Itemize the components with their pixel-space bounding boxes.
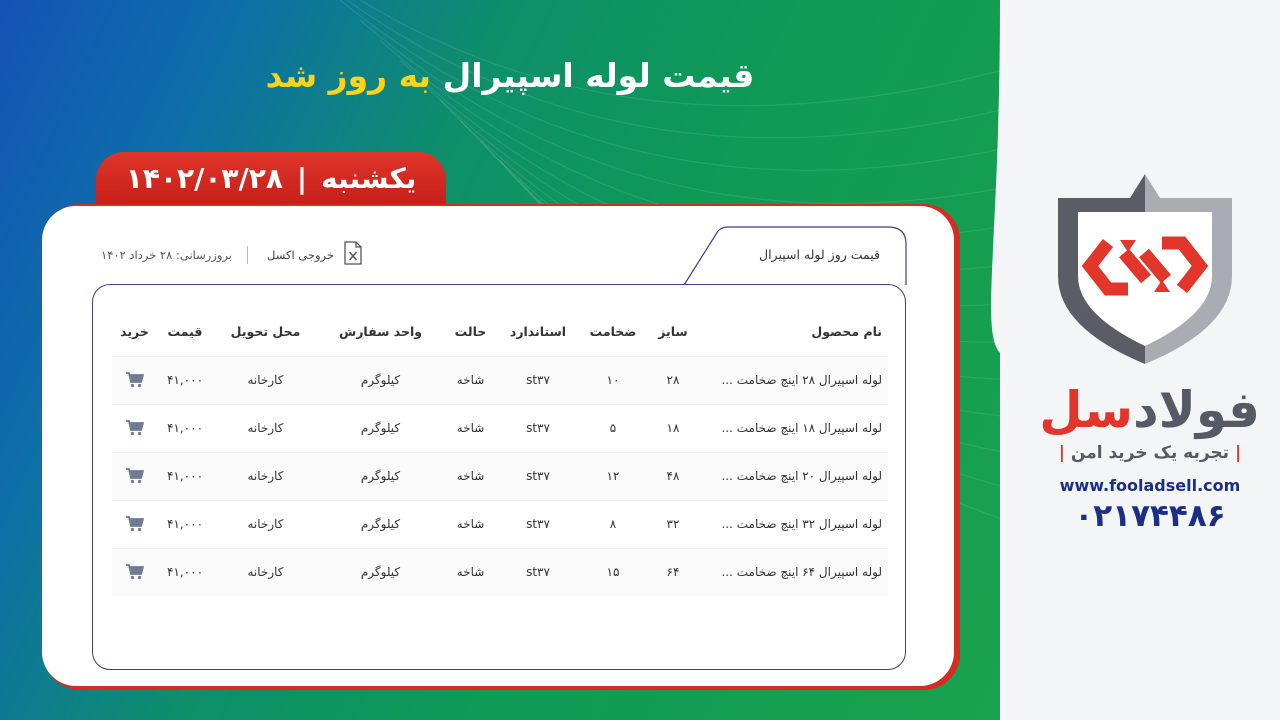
col-header-buy: خرید bbox=[120, 324, 149, 340]
brand-slogan bbox=[1052, 440, 1248, 466]
slogan-bar-left: | bbox=[1058, 443, 1065, 463]
shield-logo-icon bbox=[1050, 168, 1240, 368]
cell-standard: st۳۷ bbox=[498, 404, 578, 452]
cart-icon bbox=[126, 565, 144, 579]
cell-state: شاخه bbox=[443, 500, 498, 548]
table-row bbox=[112, 548, 888, 596]
table-row bbox=[112, 404, 888, 452]
cell-standard: st۳۷ bbox=[498, 452, 578, 500]
excel-export-button[interactable] bbox=[262, 242, 362, 268]
cell-thickness: ۵ bbox=[578, 404, 648, 452]
banner-title-main: قیمت لوله اسپیرال bbox=[442, 56, 755, 95]
table-header-row bbox=[112, 308, 888, 356]
banner-title-highlight: به روز شد bbox=[265, 56, 432, 95]
cell-size: ۶۴ bbox=[648, 548, 698, 596]
cell-state: شاخه bbox=[443, 404, 498, 452]
cart-icon bbox=[126, 421, 144, 435]
col-header-product: نام محصول bbox=[811, 324, 882, 340]
cell-price: ۴۱,۰۰۰ bbox=[157, 548, 213, 596]
buy-button[interactable] bbox=[112, 548, 157, 596]
cell-delivery: کارخانه bbox=[213, 404, 318, 452]
website-link[interactable]: www.fooladsell.com bbox=[1059, 476, 1241, 495]
date-separator: | bbox=[296, 161, 308, 195]
cell-unit: کیلوگرم bbox=[318, 356, 443, 404]
date-label: ۱۴۰۲/۰۳/۲۸ bbox=[125, 161, 283, 195]
panel-notch bbox=[960, 0, 1020, 720]
cell-size: ۱۸ bbox=[648, 404, 698, 452]
toolbar-divider bbox=[247, 246, 248, 264]
cell-product: لوله اسپیرال ۱۸ اینچ ضخامت ... bbox=[698, 404, 888, 452]
buy-button[interactable] bbox=[112, 356, 157, 404]
cell-standard: st۳۷ bbox=[498, 356, 578, 404]
cell-thickness: ۱۲ bbox=[578, 452, 648, 500]
cell-thickness: ۱۰ bbox=[578, 356, 648, 404]
cell-unit: کیلوگرم bbox=[318, 404, 443, 452]
brand-name-part2: سل bbox=[1039, 381, 1134, 439]
cell-thickness: ۸ bbox=[578, 500, 648, 548]
cell-unit: کیلوگرم bbox=[318, 500, 443, 548]
col-header-unit: واحد سفارش bbox=[338, 324, 423, 340]
col-header-size: سایز bbox=[658, 324, 688, 340]
col-header-thickness: ضخامت bbox=[589, 324, 637, 340]
brand-name bbox=[1040, 380, 1260, 440]
cell-thickness: ۱۵ bbox=[578, 548, 648, 596]
cell-state: شاخه bbox=[443, 452, 498, 500]
cart-icon bbox=[126, 373, 144, 387]
weekday-label: یکشنبه bbox=[321, 161, 417, 195]
table-row bbox=[112, 356, 888, 404]
col-header-delivery: محل تحویل bbox=[230, 324, 301, 340]
excel-export-label: خروجی اکسل bbox=[267, 248, 334, 262]
date-badge bbox=[96, 152, 446, 210]
last-updated: بروزرسانی: ۲۸ خرداد ۱۴۰۲ bbox=[101, 248, 232, 262]
cell-size: ۴۸ bbox=[648, 452, 698, 500]
buy-button[interactable] bbox=[112, 452, 157, 500]
col-header-state: حالت bbox=[454, 324, 487, 340]
cell-delivery: کارخانه bbox=[213, 452, 318, 500]
cell-state: شاخه bbox=[443, 548, 498, 596]
price-table bbox=[112, 308, 888, 596]
excel-file-icon bbox=[344, 241, 362, 269]
cell-unit: کیلوگرم bbox=[318, 548, 443, 596]
cell-price: ۴۱,۰۰۰ bbox=[157, 404, 213, 452]
cell-unit: کیلوگرم bbox=[318, 452, 443, 500]
phone-number[interactable]: ۰۲۱۷۴۴۸۶ bbox=[1074, 498, 1226, 534]
cell-price: ۴۱,۰۰۰ bbox=[157, 500, 213, 548]
slogan-text: تجربه یک خرید امن bbox=[1070, 443, 1230, 463]
table-row bbox=[112, 500, 888, 548]
cart-icon bbox=[126, 517, 144, 531]
cell-price: ۴۱,۰۰۰ bbox=[157, 452, 213, 500]
cell-size: ۲۸ bbox=[648, 356, 698, 404]
col-header-standard: استاندارد bbox=[509, 324, 567, 340]
cell-product: لوله اسپیرال ۶۴ اینچ ضخامت ... bbox=[698, 548, 888, 596]
cell-product: لوله اسپیرال ۲۸ اینچ ضخامت ... bbox=[698, 356, 888, 404]
cell-standard: st۳۷ bbox=[498, 500, 578, 548]
cell-state: شاخه bbox=[443, 356, 498, 404]
cell-standard: st۳۷ bbox=[498, 548, 578, 596]
cell-delivery: کارخانه bbox=[213, 548, 318, 596]
buy-button[interactable] bbox=[112, 500, 157, 548]
cell-delivery: کارخانه bbox=[213, 500, 318, 548]
cell-size: ۳۲ bbox=[648, 500, 698, 548]
cart-icon bbox=[126, 469, 144, 483]
banner-title bbox=[230, 48, 790, 104]
cell-price: ۴۱,۰۰۰ bbox=[157, 356, 213, 404]
col-header-price: قیمت bbox=[167, 324, 203, 340]
cell-product: لوله اسپیرال ۲۰ اینچ ضخامت ... bbox=[698, 452, 888, 500]
table-title: قیمت روز لوله اسپیرال bbox=[759, 247, 880, 262]
brand-name-part1: فولاد bbox=[1133, 381, 1260, 439]
cell-delivery: کارخانه bbox=[213, 356, 318, 404]
buy-button[interactable] bbox=[112, 404, 157, 452]
table-row bbox=[112, 452, 888, 500]
cell-product: لوله اسپیرال ۳۲ اینچ ضخامت ... bbox=[698, 500, 888, 548]
slogan-bar-right: | bbox=[1234, 443, 1242, 463]
